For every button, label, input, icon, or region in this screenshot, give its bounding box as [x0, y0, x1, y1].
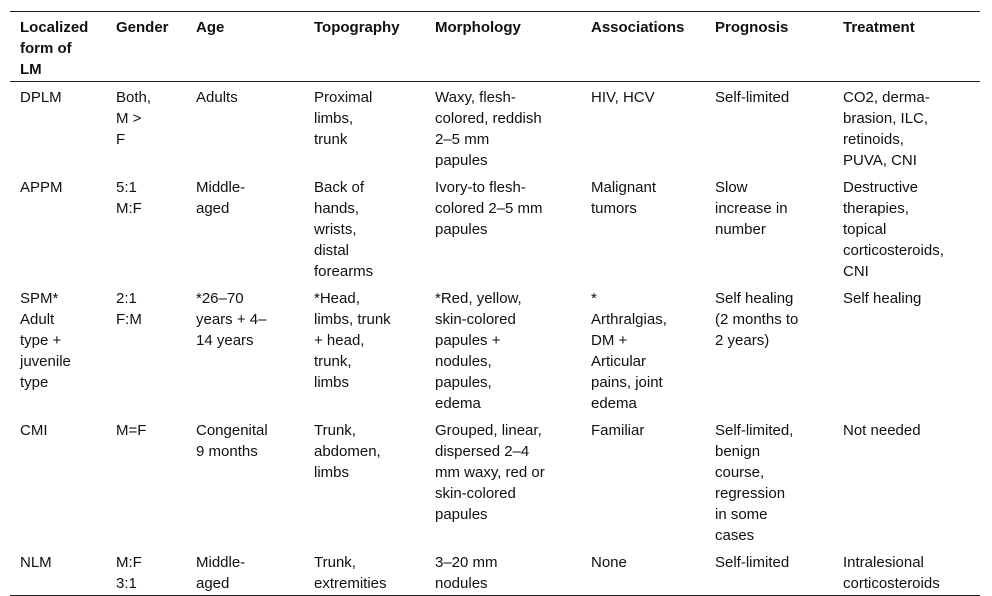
cell-topography: Trunk, abdomen, limbs — [314, 422, 381, 481]
lm-comparison-table — [10, 11, 980, 596]
cell-morphology: 3–20 mm nodules — [435, 554, 498, 592]
cell-gender: 2:1 F:M — [116, 290, 142, 328]
cell-morphology: *Red, yellow, skin-colored papules + nodules, papules, edema — [435, 290, 522, 412]
header-gender: Gender — [116, 19, 169, 36]
header-associations: Associations — [591, 19, 685, 36]
cell-gender: M:F 3:1 — [116, 554, 142, 592]
cell-prognosis: Self-limited — [715, 89, 790, 106]
cell-gender: 5:1 M:F — [116, 179, 142, 217]
cell-age: Middle- aged — [196, 554, 246, 592]
header-topography: Topography — [314, 19, 400, 36]
cell-morphology: Ivory-to flesh- colored 2–5 mm papules — [435, 179, 543, 238]
cell-treatment: CO2, derma- brasion, ILC, retinoids, PUVA, CNI — [843, 89, 930, 169]
cell-morphology: Waxy, flesh- colored, reddish 2–5 mm papules — [435, 89, 542, 169]
cell-gender: M=F — [116, 422, 147, 439]
header-prognosis: Prognosis — [715, 19, 789, 36]
cell-form: SPM* Adult type + juvenile type — [20, 290, 71, 391]
table-row — [10, 547, 980, 596]
cell-associations: Familiar — [591, 422, 645, 439]
cell-form: CMI — [20, 422, 48, 439]
header-morphology: Morphology — [435, 19, 521, 36]
cell-treatment: Self healing — [843, 290, 922, 307]
cell-form: DPLM — [20, 89, 62, 106]
cell-age: Middle- aged — [196, 179, 246, 217]
cell-age: *26–70 years + 4– 14 years — [196, 290, 267, 349]
cell-topography: Trunk, extremities — [314, 554, 387, 592]
table-row — [10, 172, 980, 283]
cell-treatment: Destructive therapies, topical corticosteroids, CNI — [843, 179, 944, 280]
cell-prognosis: Self-limited — [715, 554, 790, 571]
cell-morphology: Grouped, linear, dispersed 2–4 mm waxy, red or skin-colored papules — [435, 422, 545, 523]
cell-topography: Proximal limbs, trunk — [314, 89, 373, 148]
cell-treatment: Not needed — [843, 422, 921, 439]
cell-age: Adults — [196, 89, 238, 106]
cell-associations: HIV, HCV — [591, 89, 655, 106]
header-age: Age — [196, 19, 225, 36]
table-row — [10, 82, 980, 173]
cell-age: Congenital 9 months — [196, 422, 268, 460]
cell-topography: Back of hands, wrists, distal forearms — [314, 179, 374, 280]
cell-gender: Both, M > F — [116, 89, 152, 148]
header-treatment: Treatment — [843, 19, 915, 36]
table-row — [10, 415, 980, 547]
header-localized-form: Localized form of LM — [20, 19, 89, 78]
cell-form: NLM — [20, 554, 52, 571]
cell-form: APPM — [20, 179, 63, 196]
lm-comparison-table-container — [10, 11, 980, 596]
cell-treatment: Intralesional corticosteroids — [843, 554, 940, 592]
cell-prognosis: Self-limited, benign course, regression in some cases — [715, 422, 794, 544]
cell-prognosis: Self healing (2 months to 2 years) — [715, 290, 799, 349]
table-header-row — [10, 12, 980, 82]
cell-topography: *Head, limbs, trunk + head, trunk, limbs — [314, 290, 391, 391]
cell-associations: Malignant tumors — [591, 179, 657, 217]
cell-prognosis: Slow increase in number — [715, 179, 788, 238]
table-row — [10, 283, 980, 415]
cell-associations: None — [591, 554, 627, 571]
cell-associations: * Arthralgias, DM + Articular pains, joint edema — [591, 290, 667, 412]
